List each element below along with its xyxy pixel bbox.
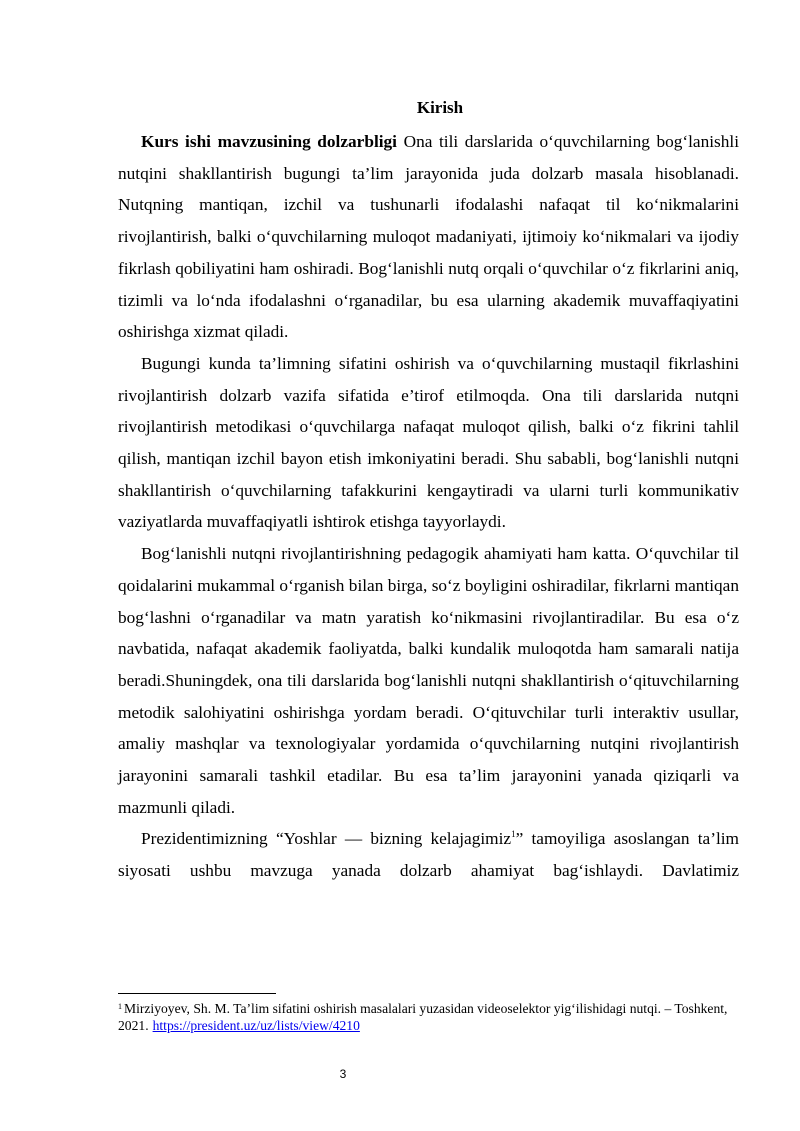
footnote-text: Mirziyoyev, Sh. M. Ta’lim sifatini oshirish masalalari yuzasidan videoselektor yig‘ilishidagi nutqi. – Toshkent, 2021.	[118, 1001, 728, 1033]
paragraph-lead: Kurs ishi mavzusining dolzarbligi	[141, 132, 397, 151]
page-number: 3	[339, 1067, 347, 1081]
footnote-link[interactable]: https://president.uz/uz/lists/view/4210	[152, 1018, 360, 1033]
paragraph-3: Bog‘lanishli nutqni rivojlantirishning pedagogik ahamiyati ham katta. O‘quvchilar til qoidalarini mukammal o‘rganish bilan birga, so‘z boyligini oshiradilar, fikrlarni mantiqan bog‘lashni o‘rganadilar va matn yaratish ko‘nikmasini rivojlantiradilar. Bu esa o‘z navbatida, nafaqat akademik faoliyatda, balki kundalik muloqotda ham samarali natija beradi.Shuningdek, ona tili darslarida bog‘lanishli nutqni shakllantirish o‘qituvchilarning metodik salohiyatini oshirishga yordam beradi. O‘qituvchilar turli interaktiv usullar, amaliy mashqlar va texnologiyalar yordamida o‘quvchilarning nutqini rivojlantirish jarayonini samarali tashkil etadilar. Bu esa ta’lim jarayonini yanada qiziqarli va mazmunli qiladi.	[118, 544, 739, 817]
paragraph-text-after: ” tamoyiliga asoslangan ta’lim siyosati ushbu mavzuga yanada dolzarb ahamiyat bag‘ishlaydi. Davlatimiz	[118, 829, 740, 881]
section-heading: Kirish	[416, 98, 464, 117]
paragraph-1	[118, 126, 739, 348]
body-text	[118, 126, 739, 887]
paragraph-2: Bugungi kunda ta’limning sifatini oshirish va o‘quvchilarning mustaqil fikrlashini rivojlantirish dolzarb vazifa sifatida e’tirof etilmoqda. Ona tili darslarida nutqni rivojlantirish metodikasi o‘quvchilarga nafaqat muloqot qilish, balki o‘z fikrini tahlil qilish, mantiqan izchil bayon etish imkoniyatini beradi. Shu sababli, bog‘lanishli nutqni shakllantirish o‘quvchilarning tafakkurini kengaytiradi va ularni turli kommunikativ vaziyatlarda muvaffaqiyatli ishtirok etishga tayyorlaydi.	[118, 353, 739, 532]
footnote-reference[interactable]: 1	[511, 829, 516, 840]
footnote-separator	[118, 993, 276, 994]
paragraph-text-before: Prezidentimizning “Yoshlar — bizning kelajagimiz	[141, 829, 512, 849]
paragraph-text: Ona tili darslarida o‘quvchilarning bog‘lanishli nutqini shakllantirish bugungi ta’lim jarayonida juda dolzarb masala hisoblanadi. Nutqning mantiqan, izchil va tushunarli ifodalashi nafaqat til ko‘nikmalarini rivojlantirish, balki o‘quvchilarning muloqot madaniyati, ijtimoiy ko‘nikmalari va ijodiy fikrlash qobiliyatini ham oshiradi. Bog‘lanishli nutq orqali o‘quvchilar o‘z fikrlarini aniq, tizimli va lo‘nda ifodalashni o‘rganadilar, bu esa ularning akademik muvaffaqiyatini oshirishga xizmat qiladi.	[118, 132, 740, 342]
paragraph-4	[118, 823, 739, 886]
footnote	[118, 1000, 743, 1034]
footnote-marker: 1	[118, 1002, 122, 1011]
